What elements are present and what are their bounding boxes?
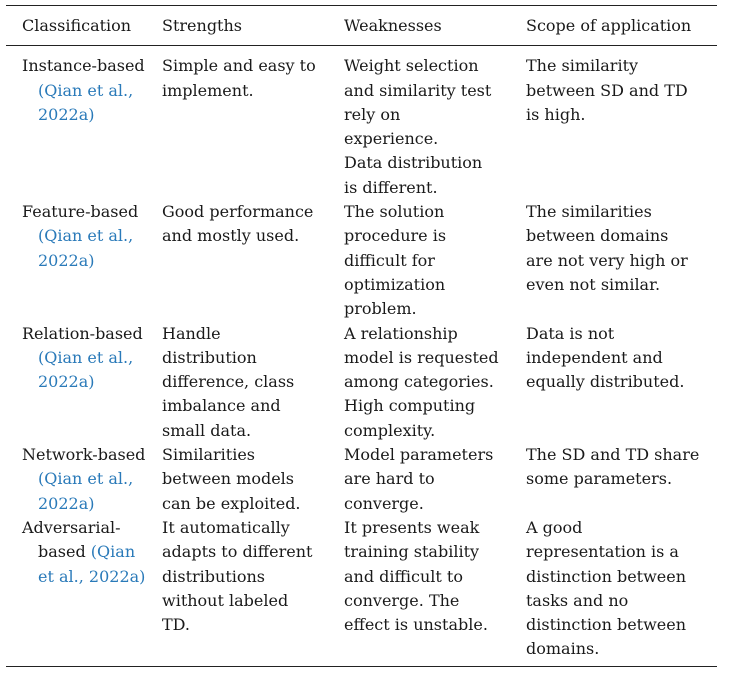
text-line: The similarity [526, 56, 639, 76]
classification-label: Relation-based [22, 323, 143, 343]
cell-weaknesses [344, 516, 526, 662]
text-line: High computing [344, 396, 476, 416]
header-strengths: Strengths [162, 16, 242, 35]
text-line: The solution [344, 202, 445, 222]
cell-classification [6, 322, 162, 443]
text-line: is high. [526, 104, 586, 124]
cell-classification [6, 46, 162, 200]
cell-classification [6, 200, 162, 321]
table-row [6, 322, 717, 443]
text-line: effect is unstable. [344, 615, 488, 635]
citation-link[interactable]: 2022a) [38, 250, 95, 270]
text-line: converge. The [344, 590, 460, 610]
header-classification: Classification [22, 16, 132, 35]
citation [22, 346, 162, 370]
text-line: complexity. [344, 420, 436, 440]
text-line: small data. [162, 420, 252, 440]
text-line: are hard to [344, 469, 435, 489]
text-line: adapts to different [162, 542, 313, 562]
text-line: model is requested [344, 347, 499, 367]
cell-scope [526, 516, 717, 662]
text-line: A relationship [344, 323, 458, 343]
cell-strengths [162, 516, 344, 662]
comparison-table [6, 6, 717, 45]
text-line: without labeled [162, 590, 289, 610]
text-line: imbalance and [162, 396, 281, 416]
citation [22, 249, 162, 273]
text-line: between models [162, 469, 295, 489]
text-line: is different. [344, 177, 438, 197]
citation [22, 492, 162, 516]
text-line: Data is not [526, 323, 615, 343]
text-line: domains. [526, 639, 600, 659]
text-line: The SD and TD share [526, 445, 700, 465]
text-line: between SD and TD [526, 80, 688, 100]
header-weaknesses: Weaknesses [344, 16, 442, 35]
citation [22, 103, 162, 127]
table-bottom-rule [6, 666, 717, 667]
citation [22, 467, 162, 491]
classification-label: Adversarial- [22, 517, 121, 537]
classification-label-cont: based [38, 542, 86, 562]
text-line: Handle [162, 323, 221, 343]
header-scope: Scope of application [526, 16, 692, 35]
cell-classification [6, 516, 162, 662]
text-line: Similarities [162, 445, 256, 465]
text-line: representation is a [526, 542, 679, 562]
citation [22, 224, 162, 248]
citation-link[interactable]: et al., 2022a) [38, 566, 146, 586]
text-line: Model parameters [344, 445, 494, 465]
text-line: and similarity test [344, 80, 492, 100]
table-header-row [6, 6, 717, 45]
text-line: It automatically [162, 517, 290, 537]
text-line: distinction between [526, 615, 687, 635]
text-line: can be exploited. [162, 493, 301, 513]
text-line: difference, class [162, 372, 295, 392]
text-line: distribution [162, 347, 257, 367]
text-line: some parameters. [526, 469, 673, 489]
cell-strengths [162, 443, 344, 516]
text-line: converge. [344, 493, 424, 513]
citation-link[interactable]: 2022a) [38, 493, 95, 513]
table-row [6, 200, 717, 321]
comparison-table-container [6, 5, 717, 667]
citation [22, 565, 162, 589]
text-line: are not very high or [526, 250, 688, 270]
text-line: optimization [344, 274, 446, 294]
text-line: The similarities [526, 202, 652, 222]
citation-link[interactable]: (Qian et al., [38, 226, 134, 246]
cell-scope [526, 200, 717, 321]
citation-link[interactable]: 2022a) [38, 372, 95, 392]
text-line: Simple and easy to [162, 56, 316, 76]
cell-classification [6, 443, 162, 516]
table-row [6, 46, 717, 200]
cell-weaknesses [344, 443, 526, 516]
citation-link[interactable]: (Qian et al., [38, 347, 134, 367]
citation [22, 540, 162, 564]
text-line: training stability [344, 542, 480, 562]
classification-label: Instance-based [22, 56, 145, 76]
citation-link[interactable]: 2022a) [38, 104, 95, 124]
cell-weaknesses [344, 322, 526, 443]
text-line: between domains [526, 226, 669, 246]
table-row [6, 516, 717, 662]
text-line: problem. [344, 299, 417, 319]
text-line: distinction between [526, 566, 687, 586]
text-line: Weight selection [344, 56, 479, 76]
cell-strengths [162, 46, 344, 200]
citation-link[interactable]: (Qian et al., [38, 469, 134, 489]
text-line: tasks and no [526, 590, 629, 610]
text-line: equally distributed. [526, 372, 685, 392]
text-line: difficult for [344, 250, 435, 270]
text-line: Good performance [162, 202, 314, 222]
cell-strengths [162, 200, 344, 321]
cell-scope [526, 46, 717, 200]
cell-weaknesses [344, 200, 526, 321]
cell-weaknesses [344, 46, 526, 200]
citation-link[interactable]: (Qian [90, 542, 136, 562]
cell-strengths [162, 322, 344, 443]
text-line: A good [526, 517, 583, 537]
text-line: rely on [344, 104, 401, 124]
text-line: distributions [162, 566, 266, 586]
text-line: even not similar. [526, 274, 661, 294]
text-line: and difficult to [344, 566, 463, 586]
classification-label: Feature-based [22, 202, 139, 222]
text-line: procedure is [344, 226, 447, 246]
text-line: experience. [344, 129, 439, 149]
text-line: independent and [526, 347, 663, 367]
text-line: TD. [162, 615, 191, 635]
citation [22, 370, 162, 394]
classification-label: Network-based [22, 445, 146, 465]
table-row [6, 443, 717, 516]
text-line: Data distribution [344, 153, 483, 173]
text-line: implement. [162, 80, 254, 100]
text-line: It presents weak [344, 517, 480, 537]
comparison-table-body [6, 46, 717, 661]
citation [22, 79, 162, 103]
citation-link[interactable]: (Qian et al., [38, 80, 134, 100]
text-line: and mostly used. [162, 226, 300, 246]
cell-scope [526, 322, 717, 443]
cell-scope [526, 443, 717, 516]
text-line: among categories. [344, 372, 494, 392]
